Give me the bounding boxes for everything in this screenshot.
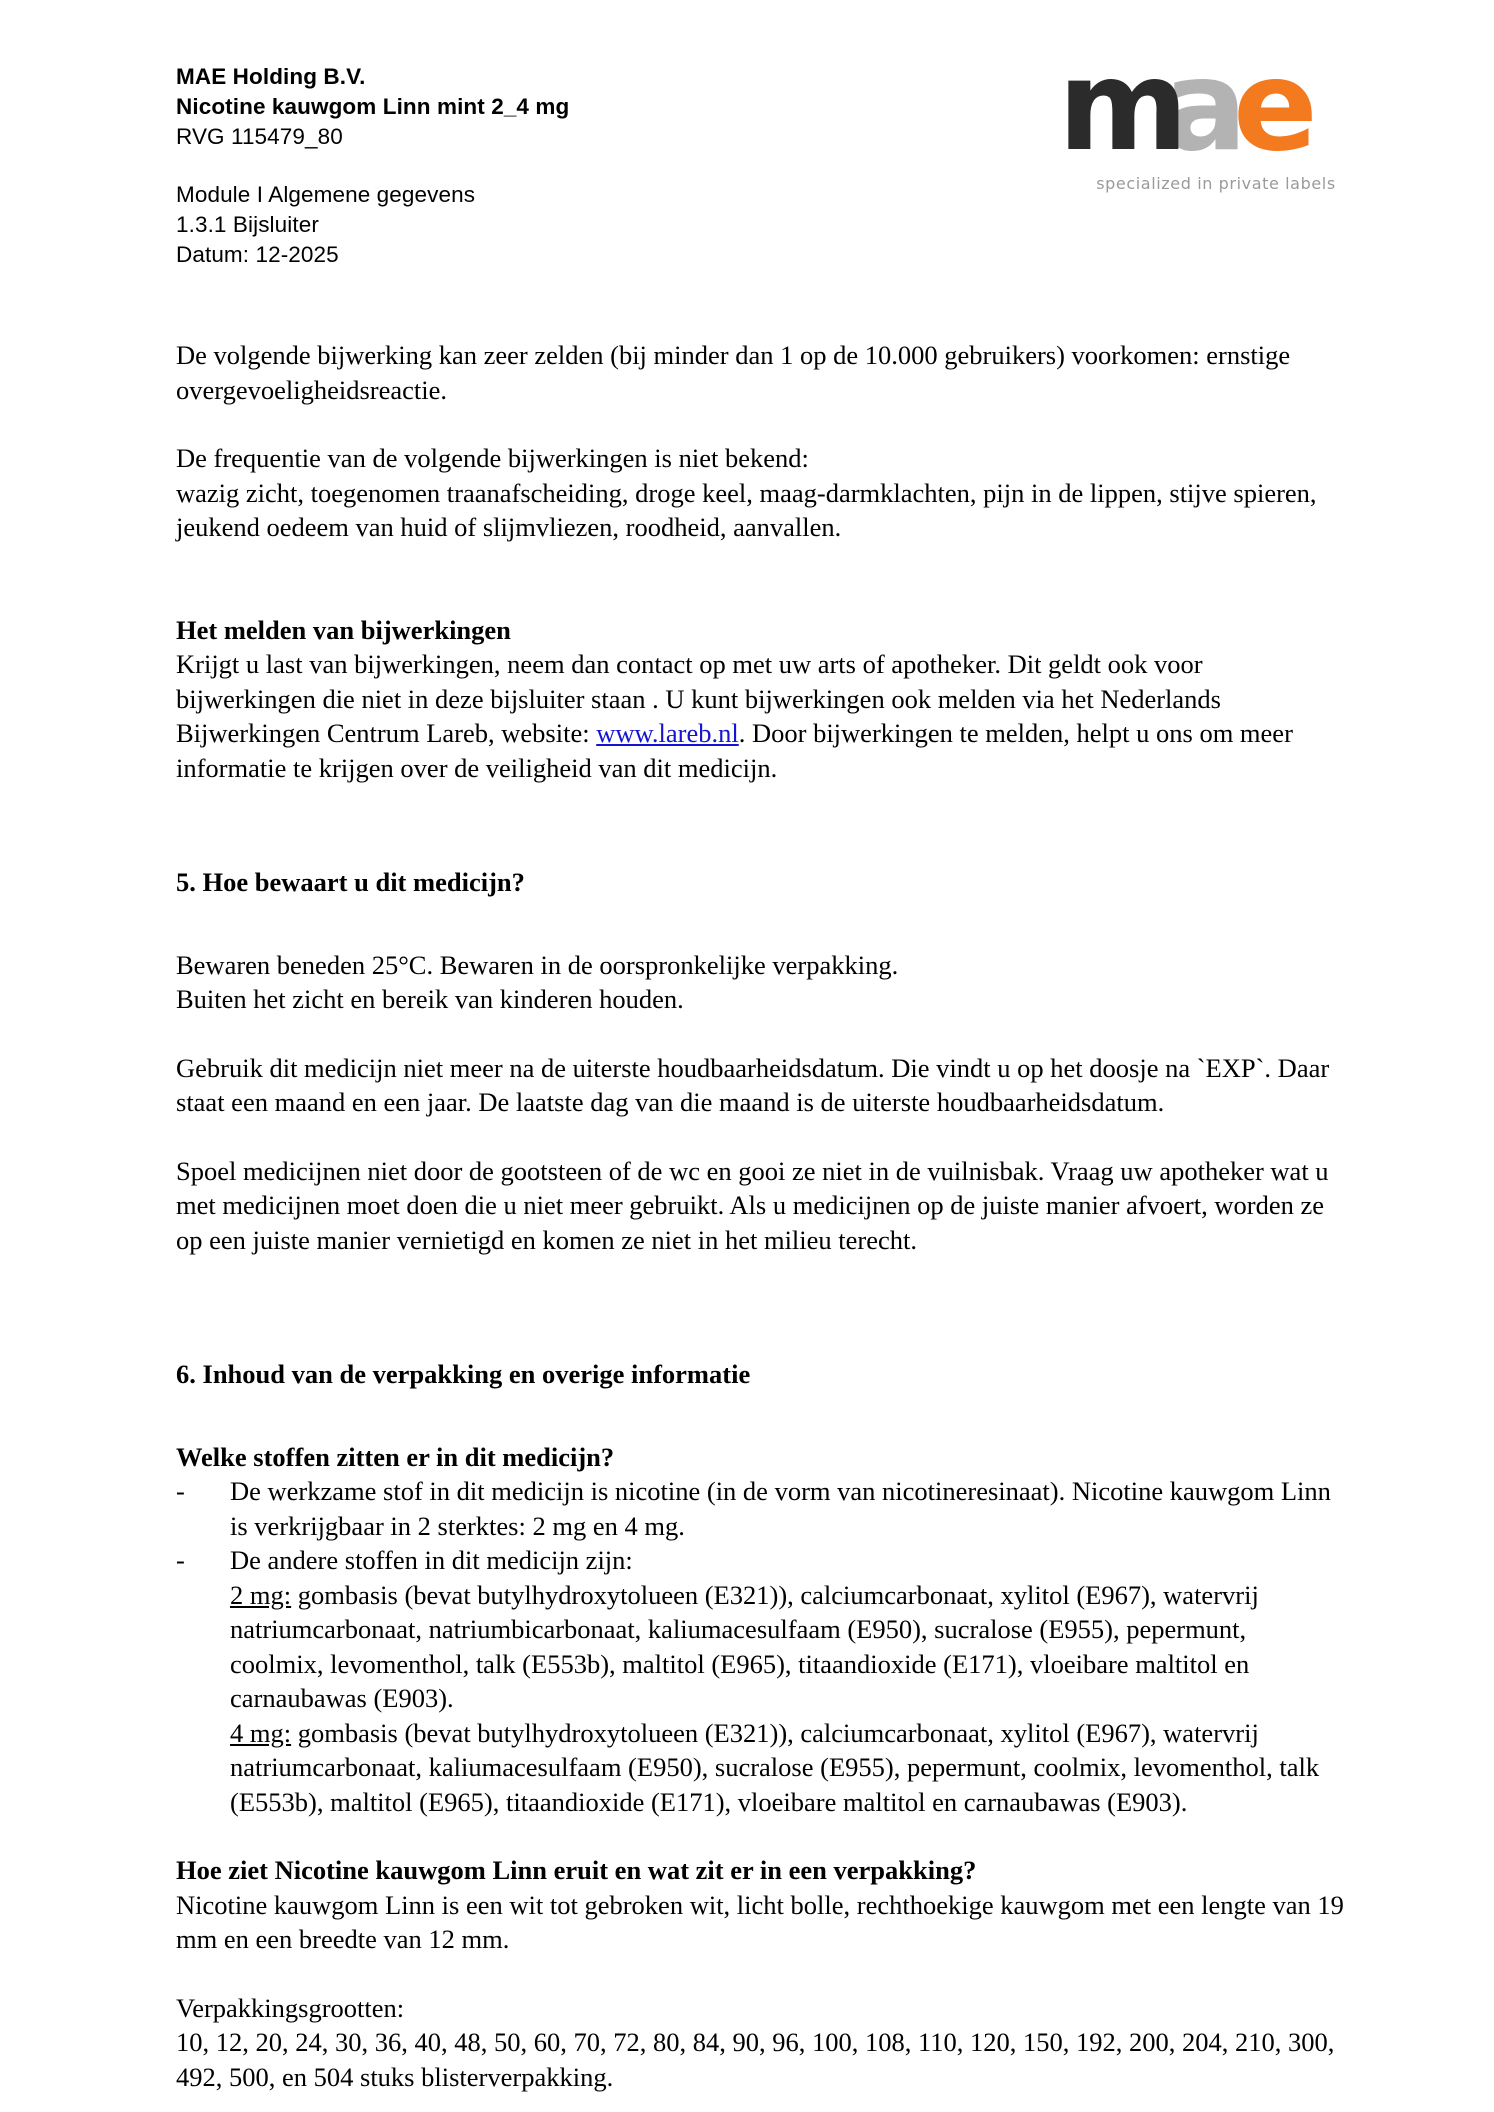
document-header — [176, 34, 1344, 270]
storage-children-line: Buiten het zicht en bereik van kinderen houden. — [176, 984, 684, 1014]
list-item — [176, 1543, 1344, 1578]
strength-4mg-label: 4 mg: — [230, 1717, 292, 1748]
appearance-heading: Hoe ziet Nicotine kauwgom Linn eruit en wat zit er in een verpakking? — [176, 1855, 977, 1885]
logo-letter-e-icon: e — [1233, 34, 1312, 179]
expiry-date-paragraph: Gebruik dit medicijn niet meer na de uiterste houdbaarheidsdatum. Die vindt u op het doosje na `EXP`. Daar staat een maand en een jaar. De laatste dag van die maand is de uiterste houdbaarheidsdatum. — [176, 1052, 1330, 1117]
section-5-heading: 5. Hoe bewaart u dit medicijn? — [176, 867, 525, 897]
ingredients-heading: Welke stoffen zitten er in dit medicijn? — [176, 1441, 615, 1472]
logo-letter-m-icon: m — [1058, 34, 1183, 179]
logo-letter-a-icon: a — [1163, 34, 1242, 179]
module-label: Module I Algemene gegevens — [176, 182, 476, 207]
bullet-dash-icon: - — [176, 1476, 185, 1506]
logo-wordmark — [1058, 34, 1358, 179]
pack-sizes-list: 10, 12, 20, 24, 30, 36, 40, 48, 50, 60, 70, 72, 80, 84, 90, 96, 100, 108, 110, 120, 150, 192, 200, 204, 210, 300, 492, 500, en 504 stuks blisterverpakking. — [176, 2027, 1335, 2092]
product-name: Nicotine kauwgom Linn mint 2_4 mg — [176, 94, 570, 119]
unknown-frequency-list: wazig zicht, toegenomen traanafscheiding, droge keel, maag-darmklachten, pijn in de lippen, stijve spieren, jeukend oedeem van huid of slijmvliezen, roodheid, aanvallen. — [176, 477, 1317, 542]
strength-details-block — [176, 1578, 1344, 1820]
active-substance-text: De werkzame stof in dit medicijn is nicotine (in de vorm van nicotineresinaat). Nicotine kauwgom Linn is verkrijgbaar in 2 sterktes: 2 mg en 4 mg. — [230, 1476, 1331, 1541]
rare-side-effect-paragraph: De volgende bijwerking kan zeer zelden (bij minder dan 1 op de 10.000 gebruikers) voorkomen: ernstige overgevoeligheidsreactie. — [176, 340, 1291, 405]
appearance-paragraph: Nicotine kauwgom Linn is een wit tot gebroken wit, licht bolle, rechthoekige kauwgom met een lengte van 19 mm en een breedte van 12 mm. — [176, 1889, 1344, 1954]
document-body — [176, 338, 1344, 2094]
section-6-heading: 6. Inhoud van de verpakking en overige informatie — [176, 1359, 751, 1389]
document-number: 1.3.1 Bijsluiter — [176, 212, 319, 237]
reporting-text-part-2: . Door bijwerkingen te melden, helpt u ons om meer informatie te krijgen over de veiligheid van dit medicijn. — [176, 718, 1293, 783]
document-date: Datum: 12-2025 — [176, 242, 339, 267]
logo-tagline: specialized in private labels — [1096, 174, 1336, 193]
spacer — [176, 1819, 1344, 1853]
strength-2mg-label: 2 mg: — [230, 1579, 292, 1610]
list-item — [176, 1474, 1344, 1543]
spacer — [176, 1291, 1344, 1357]
lareb-website-link[interactable]: www.lareb.nl — [596, 718, 739, 748]
spacer — [176, 900, 1344, 948]
bullet-dash-icon: - — [176, 1545, 185, 1575]
reporting-side-effects-paragraph — [176, 647, 1344, 785]
company-name: MAE Holding B.V. — [176, 64, 366, 89]
storage-temperature-line: Bewaren beneden 25°C. Bewaren in de oorspronkelijke verpakking. — [176, 949, 899, 980]
mae-logo — [1044, 34, 1374, 200]
spacer — [176, 1392, 1344, 1440]
pack-sizes-heading: Verpakkingsgrootten: — [176, 1992, 405, 2023]
disposal-paragraph: Spoel medicijnen niet door de gootsteen of de wc en gooi ze niet in de vuilnisbak. Vraag uw apotheker wat u met medicijnen moet doen die u niet meer gebruikt. Als u medicijnen op de juiste manier afvoert, worden ze op een juiste manier vernietigd en komen ze niet in het milieu terecht. — [176, 1155, 1329, 1255]
spacer — [176, 579, 1344, 613]
strength-4mg-ingredients: gombasis (bevat butylhydroxytolueen (E321)), calciumcarbonaat, xylitol (E967), watervrij natriumcarbonaat, kaliumacesulfaam (E950), sucralose (E955), pepermunt, coolmix, levomenthol, talk (E553b), maltitol (E965), titaandioxide (E171), vloeibare maltitol en carnaubawas (E903). — [230, 1717, 1320, 1817]
reporting-text-part-1: Krijgt u last van bijwerkingen, neem dan contact op met uw arts of apotheker. Dit geldt ook voor bijwerkingen die niet in deze bijsluiter staan . U kunt bijwerkingen ook melden via het Nederlands Bijwerkingen Centrum Lareb, website: — [176, 649, 1221, 748]
strength-2mg-ingredients: gombasis (bevat butylhydroxytolueen (E321)), calciumcarbonaat, xylitol (E967), watervrij natriumcarbonaat, natriumbicarbonaat, kaliumacesulfaam (E950), sucralose (E955), pepermunt, coolmix, levomenthol, talk (E553b), maltitol (E965), titaandioxide (E171), vloeibare maltitol en carnaubawas (E903). — [230, 1579, 1259, 1713]
spacer — [176, 785, 1344, 865]
registration-number: RVG 115479_80 — [176, 124, 343, 149]
reporting-side-effects-heading: Het melden van bijwerkingen — [176, 614, 511, 645]
ingredients-list — [176, 1474, 1344, 1578]
other-substances-text: De andere stoffen in dit medicijn zijn: — [230, 1545, 633, 1575]
strength-4mg-paragraph — [230, 1716, 1344, 1820]
strength-2mg-paragraph — [230, 1578, 1344, 1716]
unknown-frequency-intro: De frequentie van de volgende bijwerkingen is niet bekend: — [176, 443, 809, 473]
